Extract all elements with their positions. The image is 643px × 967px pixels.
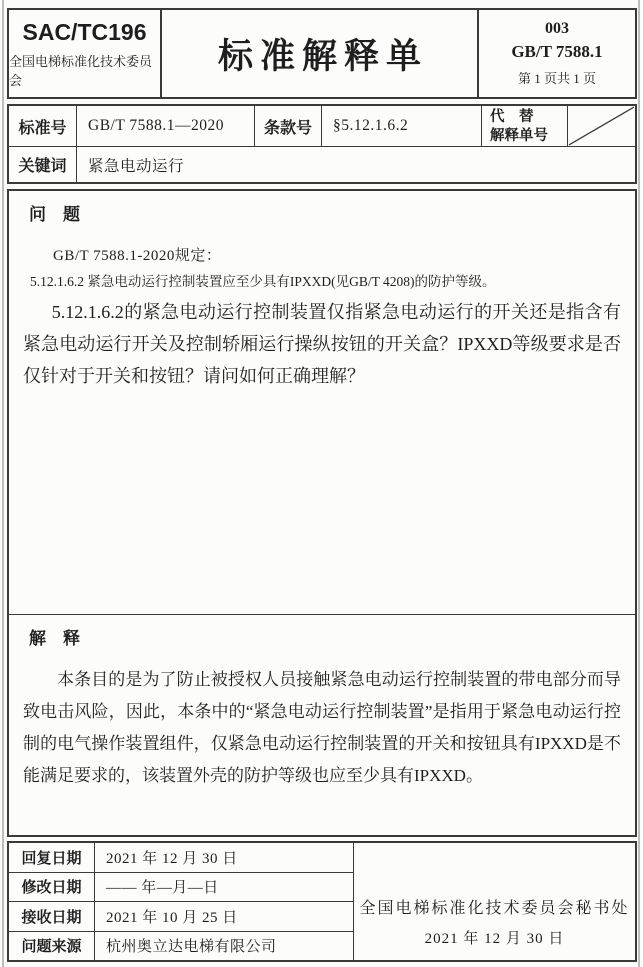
table-row [9,902,353,932]
question-source-value: 杭州奥立达电梯有限公司 [106,939,277,956]
question-intro: GB/T 7588.1-2020规定： [53,248,222,264]
footer-table [7,841,637,962]
question-heading: 问 题 [29,205,80,224]
secretariat-signature-cell [354,843,635,960]
interpretation-section [9,615,635,835]
signature-date: 2021 年 12 月 30 日 [424,931,565,947]
scan-edge-right [638,0,640,967]
question-interpretation-panel [7,189,637,837]
document-header [7,8,637,99]
received-date-label: 接收日期 [9,902,95,931]
replace-sheet-empty-cell [568,106,635,146]
replace-sheet-label [482,106,568,146]
reply-date-value: 2021 年 12 月 30 日 [106,850,238,867]
committee-code: SAC/TC196 [22,18,147,45]
reply-date-label: 回复日期 [9,843,95,872]
committee-cell [9,10,162,97]
replace-label-line1: 代 替 [490,108,534,125]
received-date-value: 2021 年 10 月 25 日 [106,909,238,926]
page-indicator: 第 1 页共 1 页 [517,71,596,86]
table-row [9,843,353,873]
standard-row [9,106,635,147]
clause-value: §5.12.1.6.2 [322,106,482,146]
keywords-label: 关键词 [9,147,77,182]
question-quoted-clause: 5.12.1.6.2 紧急电动运行控制装置应至少具有IPXXD(见GB/T 4208)的防护等级。 [30,274,496,289]
standard-no-label: 标准号 [9,106,77,146]
scan-edge-left [2,0,4,967]
interpretation-heading: 解 释 [29,629,80,648]
secretariat-name: 全国电梯标准化技术委员会秘书处 [359,900,630,917]
clause-label: 条款号 [255,106,322,146]
document-meta-cell [479,10,635,97]
info-table [7,104,637,184]
document-number: 003 [545,20,569,37]
diagonal-slash-icon [568,106,635,146]
interpretation-body: 本条目的是为了防止被授权人员接触紧急电动运行控制装置的带电部分而导致电击风险，因此，本条中的“紧急电动运行控制装置”是指用于紧急电动运行控制的电气操作装置组件，仅紧急电动运行控制装置的开关和按钮具有IPXXD是不能满足要求的，该装置外壳的防护等级也应至少具有IPXXD。 [23,670,621,785]
keywords-row [9,147,635,182]
question-source-label: 问题来源 [9,932,95,961]
dates-table [9,843,354,960]
revision-date-value: —— 年—月—日 [106,880,219,897]
revision-date-label: 修改日期 [9,873,95,902]
document-title: 标准解释单 [162,10,479,97]
question-section [9,191,635,615]
question-body: 5.12.1.6.2的紧急电动运行控制装置仅指紧急电动运行的开关还是指含有紧急电动运行开关及控制轿厢运行操纵按钮的开关盒？IPXXD等级要求是否仅针对于开关和按钮？请问如何正确理解？ [23,302,621,386]
keywords-value: 紧急电动运行 [88,157,185,175]
committee-name: 全国电梯标准化技术委员会 [9,53,153,88]
table-row [9,932,353,961]
standard-reference: GB/T 7588.1 [511,42,603,61]
standard-no-value: GB/T 7588.1—2020 [77,106,255,146]
table-row [9,873,353,903]
replace-label-line2: 解释单号 [490,127,548,144]
